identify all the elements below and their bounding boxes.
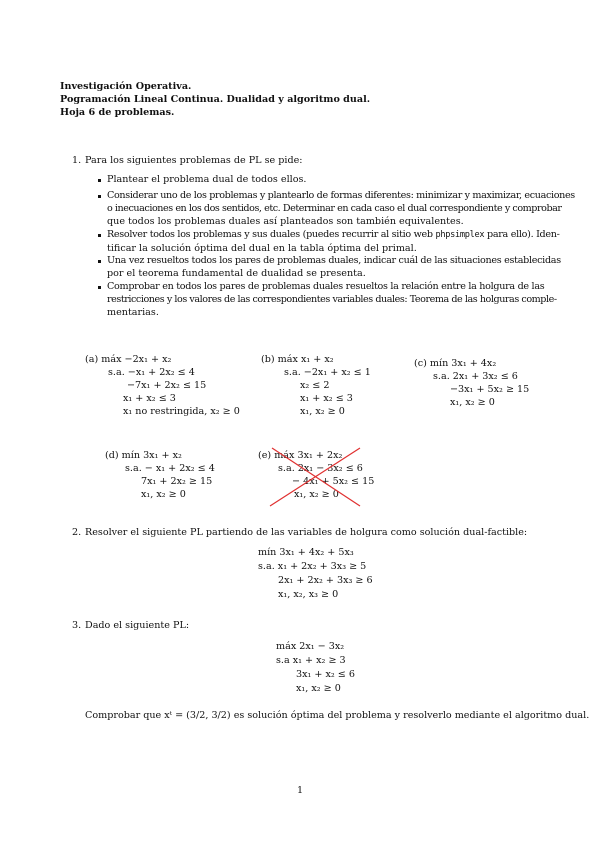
- bullet-marker: [98, 195, 101, 198]
- q1-number: 1.: [72, 155, 82, 166]
- q2-text: Resolver el siguiente PL partiendo de las variables de holgura como solución dual-factible:: [85, 527, 528, 538]
- problem-d: (d) mín 3x₁ + x₂ s.a. − x₁ + 2x₂ ≤ 4 7x₁ + 2x₂ ≥ 15 x₁, x₂ ≥ 0: [105, 450, 215, 500]
- bullet-marker: [98, 234, 101, 237]
- problem-b: (b) máx x₁ + x₂ s.a. −2x₁ + x₂ ≤ 1 x₂ ≤ 2 x₁ + x₂ ≤ 3 x₁, x₂ ≥ 0: [261, 354, 371, 417]
- header-line-3: Hoja 6 de problemas.: [60, 107, 175, 118]
- header-line-2: Pogramación Lineal Continua. Dualidad y algoritmo dual.: [60, 94, 371, 105]
- q1-intro: Para los siguientes problemas de PL se pide:: [85, 155, 303, 166]
- bullet-marker: [98, 179, 101, 182]
- bullet-marker: [98, 286, 101, 289]
- strike-through-mark: [262, 446, 362, 508]
- header-line-1: Investigación Operativa.: [60, 81, 192, 92]
- problem-c: (c) mín 3x₁ + 4x₂ s.a. 2x₁ + 3x₂ ≤ 6 −3x₁ + 5x₂ ≥ 15 x₁, x₂ ≥ 0: [414, 358, 530, 408]
- q3-final: Comprobar que xᵗ = (3/2, 3/2) es solución óptima del problema y resolverlo mediante el algoritmo dual.: [85, 710, 590, 721]
- problem-e: (e) máx 3x₁ + 2x₂ s.a. 2x₁ − 3x₂ ≤ 6 − 4x₁ + 5x₂ ≤ 15 x₁, x₂ ≥ 0: [258, 450, 375, 500]
- q3-problem: máx 2x₁ − 3x₂ s.a x₁ + x₂ ≥ 3 3x₁ + x₂ ≤ 6 x₁, x₂ ≥ 0: [276, 641, 355, 694]
- q1-bullet-3: Resolver todos los problemas y sus duales (puedes recurrir al sitio web phpsimplex para ello). Iden- tificar la solución óptima del dual en la tabla óptima del primal.: [107, 229, 560, 254]
- q1-bullet-5: Comprobar en todos los pares de problemas duales resueltos la relación entre la holgura de las restricciones y los valores de las correspondientes variables duales: Teorema de las holguras comple- mentarias.: [107, 281, 557, 318]
- q2-number: 2.: [72, 527, 82, 538]
- q1-bullet-2: Considerar uno de los problemas y plantearlo de formas diferentes: minimizar y maximizar, ecuaciones o inecuaciones en los dos sentidos, etc. Determinar en cada caso el dual correspondiente y comprobar que todos los problemas duales así planteados son también equivalentes.: [107, 190, 575, 227]
- page-number: 1: [297, 785, 304, 796]
- q3-number: 3.: [72, 620, 82, 631]
- q2-problem: mín 3x₁ + 4x₂ + 5x₃ s.a. x₁ + 2x₂ + 3x₃ ≥ 5 2x₁ + 2x₂ + 3x₃ ≥ 6 x₁, x₂, x₃ ≥ 0: [258, 547, 373, 600]
- problem-a: (a) máx −2x₁ + x₂ s.a. −x₁ + 2x₂ ≤ 4 −7x₁ + 2x₂ ≤ 15 x₁ + x₂ ≤ 3 x₁ no restringida, x₂ ≥ 0: [85, 354, 240, 417]
- bullet-marker: [98, 260, 101, 263]
- q1-bullet-1: Plantear el problema dual de todos ellos.: [107, 174, 307, 185]
- q3-text: Dado el siguiente PL:: [85, 620, 190, 631]
- q1-bullet-4: Una vez resueltos todos los pares de problemas duales, indicar cuál de las situaciones establecidas por el teorema fundamental de dualidad se presenta.: [107, 255, 561, 279]
